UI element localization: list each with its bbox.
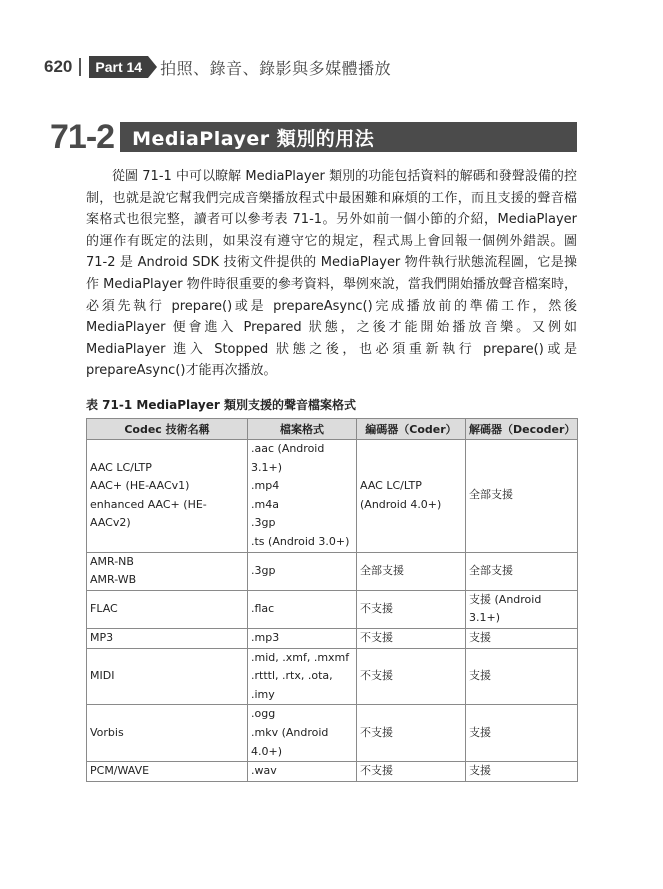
coder-cell-line: 全部支援 [360,563,404,577]
decoder-cell [466,590,578,628]
section-number: 71-2 [50,118,115,156]
coder-cell [357,440,466,553]
codec-cell-line: AMR-NB [90,554,134,568]
coder-cell [357,590,466,628]
coder-cell [357,628,466,648]
header-decoder: 解碼器（Decoder） [466,419,578,440]
codec-cell-line: PCM/WAVE [90,764,150,778]
header-coder: 編碼器（Coder） [357,419,466,440]
format-cell [248,762,357,782]
decoder-cell-line: 支援 [469,669,491,683]
format-cell-line: .ts (Android 3.0+) [251,534,350,548]
format-cell [248,440,357,553]
decoder-cell-line: 支援 [469,764,491,778]
codec-cell-line: AAC LC/LTP [90,460,152,474]
codec-cell-line: enhanced AAC+ (HE-AACv2) [90,497,207,530]
section-title-bar [120,122,577,152]
format-cell [248,705,357,762]
decoder-cell [466,762,578,782]
format-cell-line: .mp4 [251,479,280,493]
table-header-row [87,419,578,440]
table-row [87,552,578,590]
coder-cell [357,552,466,590]
table-row [87,762,578,782]
table-row [87,648,578,705]
codec-cell [87,440,248,553]
coder-cell-line: 不支援 [360,630,393,644]
format-cell-line: .m4a [251,497,279,511]
format-cell-line: .mkv (Android 4.0+) [251,725,329,758]
section-title: MediaPlayer 類別的用法 [132,127,375,150]
coder-cell-line: 不支援 [360,725,393,739]
format-cell [248,590,357,628]
table-caption: 表 71-1 MediaPlayer 類別支援的聲音檔案格式 [86,398,356,412]
codec-cell-line: MIDI [90,669,115,683]
header-codec: Codec 技術名稱 [87,419,248,440]
codec-cell-line: FLAC [90,602,118,616]
coder-cell [357,762,466,782]
table-row [87,628,578,648]
codec-cell-line: MP3 [90,630,114,644]
table-body [87,440,578,782]
decoder-cell-line: 支援 [469,630,491,644]
decoder-cell-line: 全部支援 [469,488,513,502]
format-cell-line: .mid, .xmf, .mxmf [251,650,350,664]
codec-cell [87,705,248,762]
codec-cell-line: AAC+ (HE-AACv1) [90,479,190,493]
coder-cell [357,648,466,705]
format-cell [248,628,357,648]
coder-cell [357,705,466,762]
format-cell-line: .rtttl, .rtx, .ota, .imy [251,669,333,701]
part-title: 拍照、錄音、錄影與多媒體播放 [160,58,392,78]
format-cell-line: .3gp [251,563,276,577]
codec-cell-line: Vorbis [90,725,124,739]
decoder-cell [466,705,578,762]
header-divider [79,58,81,76]
part-badge: Part 14 [89,56,148,78]
format-cell [248,552,357,590]
coder-cell-line: AAC LC/LTP [360,479,422,493]
coder-cell-line: (Android 4.0+) [360,497,442,511]
format-cell-line: .wav [251,764,277,778]
format-table [86,418,578,782]
header-format: 檔案格式 [248,419,357,440]
section-heading [50,118,577,156]
codec-cell [87,590,248,628]
table-row [87,440,578,553]
format-cell-line: .3gp [251,516,276,530]
decoder-cell-line: 支援 (Android 3.1+) [469,592,542,625]
format-cell-line: .ogg [251,707,276,721]
codec-cell [87,648,248,705]
decoder-cell [466,628,578,648]
format-cell [248,648,357,705]
decoder-cell-line: 支援 [469,725,491,739]
format-cell-line: .aac (Android 3.1+) [251,442,325,474]
codec-cell [87,552,248,590]
decoder-cell [466,440,578,553]
page-number: 620 [44,57,73,76]
coder-cell-line: 不支援 [360,602,393,616]
decoder-cell [466,648,578,705]
format-cell-line: .flac [251,602,275,616]
table-row [87,590,578,628]
format-cell-line: .mp3 [251,630,280,644]
coder-cell-line: 不支援 [360,669,393,683]
codec-cell [87,628,248,648]
codec-cell [87,762,248,782]
page-header [44,55,391,79]
coder-cell-line: 不支援 [360,764,393,778]
decoder-cell [466,552,578,590]
codec-cell-line: AMR-WB [90,573,137,587]
decoder-cell-line: 全部支援 [469,563,513,577]
body-paragraph: 從圖 71-1 中可以瞭解 MediaPlayer 類別的功能包括資料的解碼和發聲設備的控制，也就是說它幫我們完成音樂播放程式中最困難和麻煩的工作，而且支援的聲音檔案格式也很完整，讀者可以參考表 71-1。另外如前一個小節的介紹，MediaPlayer 的運作有既定的法則，如果沒有遵守它的規定，程式馬上會回報一個例外錯誤。圖 71-2 是 Android SDK 技術文件提供的 MediaPlayer 物件執行狀態流程圖，它是操作 MediaPlayer 物件時很重要的參考資料，舉例來說，當我們開始播放聲音檔案時，必須先執行 prepare()或是 prepareAsync()完成播放前的準備工作，然後 MediaPlayer 便會進入 Prepared 狀態，之後才能開始播放音樂。又例如MediaPlayer 進入 Stopped 狀態之後，也必須重新執行 prepare()或是prepareAsync()才能再次播放。 [86,169,577,379]
table-row [87,705,578,762]
